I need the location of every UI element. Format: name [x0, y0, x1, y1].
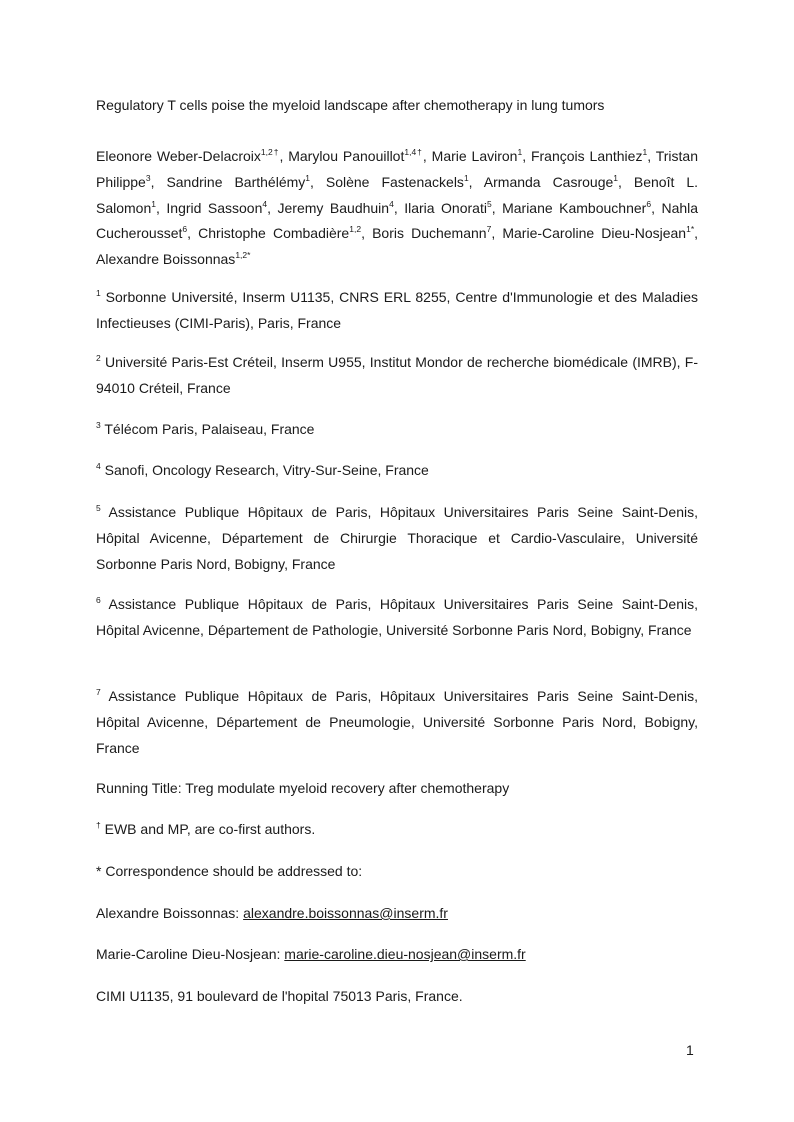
page-number: 1: [686, 1042, 694, 1058]
author-name: François Lanthiez: [530, 148, 643, 164]
affiliation-text: Télécom Paris, Palaiseau, France: [104, 421, 315, 437]
author-name: Benoît L. Salomon: [96, 173, 699, 216]
author-affiliation-mark: 5: [486, 198, 492, 209]
affiliation-text: Université Paris-Est Créteil, Inserm U955, Institut Mondor de recherche biomédicale (IMRB), F-94010 Créteil, France: [96, 354, 699, 396]
affiliation: [96, 417, 698, 443]
author-affiliation-mark: 1,4†: [404, 147, 423, 157]
running-title: Running Title: Treg modulate myeloid recovery after chemotherapy: [96, 780, 510, 796]
affiliation-text: Assistance Publique Hôpitaux de Paris, Hôpitaux Universitaires Paris Seine Saint-Denis, Hôpital Avicenne, Département de Chirurgie Thoracique et Cardio-Vasculaire, Université Sorbonne Paris Nord, Bobigny, France: [96, 504, 698, 572]
address-line: CIMI U1135, 91 boulevard de l'hopital 75013 Paris, France.: [96, 988, 463, 1004]
author-affiliation-mark: 1*: [686, 224, 695, 235]
author-name: Solène Fastenackels: [325, 173, 464, 190]
paper-title: Regulatory T cells poise the myeloid landscape after chemotherapy in lung tumors: [96, 97, 605, 113]
contact-name: Alexandre Boissonnas:: [96, 905, 240, 921]
contact-name: Marie-Caroline Dieu-Nosjean:: [96, 946, 281, 962]
cofirst-note: [96, 819, 698, 839]
author-affiliation-mark: 1: [463, 172, 469, 183]
author-name: Boris Duchemann: [372, 225, 487, 242]
affiliation: [96, 592, 698, 644]
author-name: Ingrid Sassoon: [166, 199, 263, 216]
author-name: Alexandre Boissonnas: [96, 251, 236, 268]
affiliation: [96, 285, 698, 337]
author-name: Armanda Casrouge: [483, 173, 614, 190]
affiliation-text: Sorbonne Université, Inserm U1135, CNRS ERL 8255, Centre d'Immunologie et des Maladies Infectieuses (CIMI-Paris), Paris, France: [96, 289, 698, 331]
cofirst-text: EWB and MP, are co-first authors.: [104, 821, 316, 837]
author-affiliation-mark: 1: [305, 172, 310, 183]
author-affiliation-mark: 3: [145, 172, 151, 183]
affiliation-number: 2: [96, 353, 101, 363]
affiliation-number: 5: [96, 503, 101, 513]
author-affiliation-mark: 1: [613, 172, 619, 183]
author-name: Ilaria Onorati: [404, 199, 487, 216]
author-affiliation-mark: 1: [517, 147, 523, 157]
author-affiliation-mark: 1,2: [349, 224, 362, 235]
contact-email-link[interactable]: marie-caroline.dieu-nosjean@inserm.fr: [284, 946, 526, 962]
affiliation: [96, 500, 698, 577]
author-list: Eleonore Weber-Delacroix$^{1,2\dagger}$, Marylou Panouillot$^{1,4\dagger}$, Marie Laviron$^1$, François Lanthiez$^1$, Tristan Philippe$^3$, Sandrine Barthélémy$^1$, Solène Fastenackels$^1$, Armanda Casrouge$^1$, Benoît L. Salomon$^1$, Ingrid Sassoon$^4$, Jeremy Baudhuin$^4$, Ilaria Onorati$^5$, Mariane Kambouchner$^6$, Nahla Cucherousset$^6$, Christophe Combadière$^{1,2}$, Boris Duchemann$^7$, Marie-Caroline Dieu-Nosjean$^{1*}$, Alexandre Boissonnas$^{1,2*}$: [96, 147, 699, 268]
affiliation-number: 7: [96, 687, 101, 697]
affiliation-number: 6: [96, 595, 101, 605]
affiliation-text: Assistance Publique Hôpitaux de Paris, Hôpitaux Universitaires Paris Seine Saint-Denis, Hôpital Avicenne, Département de Pneumologie, Université Sorbonne Paris Nord, Bobigny, France: [96, 688, 698, 756]
affiliation: [96, 684, 698, 761]
author-affiliation-mark: 1,2*: [235, 250, 251, 261]
contact-line: [96, 944, 698, 964]
author-name: Tristan Philippe: [96, 148, 698, 190]
author-name: Jeremy Baudhuin: [277, 199, 390, 216]
author-name: Marie-Caroline Dieu-Nosjean: [502, 225, 687, 242]
affiliation-text: Assistance Publique Hôpitaux de Paris, Hôpitaux Universitaires Paris Seine Saint-Denis, Hôpital Avicenne, Département de Pathologie, Université Sorbonne Paris Nord, Bobigny, France: [96, 596, 698, 638]
author-affiliation-mark: 1: [151, 198, 156, 209]
dagger-mark: †: [96, 820, 101, 830]
author-name: Marie Laviron: [431, 148, 518, 164]
affiliation-number: 1: [96, 288, 101, 298]
correspondence-label: * Correspondence should be addressed to:: [96, 863, 363, 879]
author-affiliation-mark: 1: [642, 147, 648, 157]
contact-line: [96, 903, 698, 923]
author-name: Sandrine Barthélémy: [166, 173, 306, 190]
author-name: Nahla Cucherousset: [96, 199, 699, 242]
contact-email-link[interactable]: alexandre.boissonnas@inserm.fr: [243, 905, 448, 921]
author-affiliation-mark: 4: [389, 198, 394, 209]
author-affiliation-mark: 6: [182, 224, 188, 235]
author-affiliation-mark: 4: [262, 198, 268, 209]
affiliation-text: Sanofi, Oncology Research, Vitry-Sur-Seine, France: [104, 462, 429, 478]
author-name: Marylou Panouillot: [288, 148, 405, 164]
affiliation-number: 4: [96, 461, 101, 471]
affiliation: [96, 458, 698, 484]
author-affiliation-mark: 1,2†: [260, 147, 280, 157]
author-affiliation-mark: 6: [646, 198, 652, 209]
affiliation: [96, 350, 698, 402]
affiliation-number: 3: [96, 420, 101, 430]
author-name: Eleonore Weber-Delacroix: [96, 148, 261, 164]
author-name: Christophe Combadière: [198, 225, 350, 242]
author-name: Mariane Kambouchner: [502, 199, 647, 216]
author-affiliation-mark: 7: [486, 224, 492, 235]
